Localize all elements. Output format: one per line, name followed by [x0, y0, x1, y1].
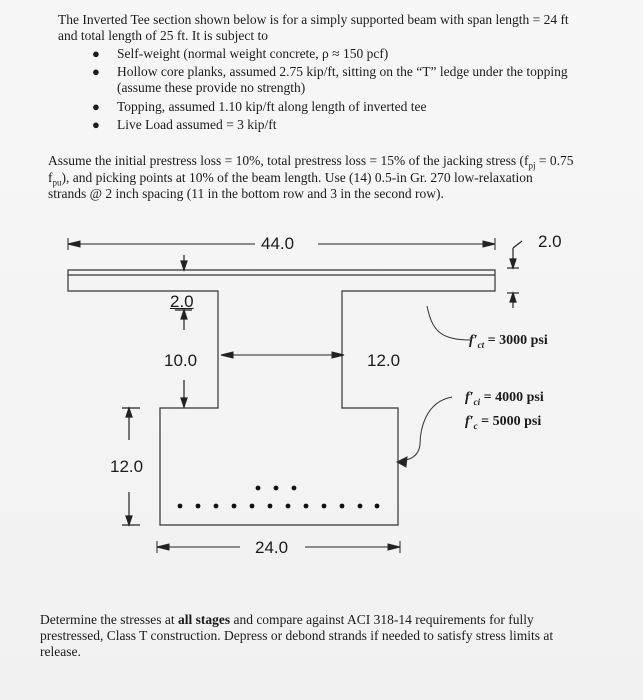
assume-line-1: Assume the initial prestress loss = 10%, total prestress loss = 15% of the jacking stress ($f_{pj} = 0.75$ [48, 153, 574, 171]
assume-line-2: $f_{pu}$), and picking points at 10% of the beam length. Use (14) 0.5-in Gr. 270 low-relaxation [48, 170, 533, 188]
intro-line-1: The Inverted Tee section shown below is for a simply supported beam with span length = 24 ft [58, 12, 569, 27]
dim-stem-width: 12.0 [367, 351, 401, 370]
dim-bottom-height: 12.0 [110, 457, 144, 476]
determine-line-1: Determine the stresses at all stages and compare against ACI 318-14 requirements for fully [40, 612, 534, 627]
bullet-4-text: Live Load assumed = 3 kip/ft [117, 117, 277, 132]
determine-line-3: release. [40, 644, 81, 659]
topping-strength-note: $f'_{ct} = 3000$ psi [469, 333, 548, 350]
dim-top-width: 44.0 [261, 234, 295, 253]
concrete-strength-note: $f'_c = 5000$ psi [465, 414, 542, 431]
bullet-dot-icon: ● [92, 99, 100, 114]
dim-stem-height: 10.0 [164, 351, 198, 370]
bullet-dot-icon: ● [92, 117, 100, 132]
dim-ledge: 2.0 [170, 292, 194, 311]
bullet-2-text-cont: (assume these provide no strength) [117, 80, 306, 95]
bullet-1-text: Self-weight (normal weight concrete, ρ ≈ 150 pcf) [117, 46, 389, 61]
release-strength-note: $f'_{ci} = 4000$ psi [465, 390, 544, 407]
intro-line-2: and total length of 25 ft. It is subject to [58, 28, 268, 43]
determine-line-2: prestressed, Class T construction. Depress or debond strands if needed to satisfy stress limits at [40, 628, 554, 643]
assume-line-3: strands @ 2 inch spacing (11 in the bottom row and 3 in the second row). [48, 186, 444, 201]
bullet-3-text: Topping, assumed 1.10 kip/ft along length of inverted tee [117, 99, 427, 114]
dim-bottom-width: 24.0 [255, 538, 289, 557]
bullet-dot-icon: ● [92, 64, 100, 79]
beam-leader [397, 397, 452, 462]
bullet-dot-icon: ● [92, 46, 100, 61]
strands [178, 486, 380, 509]
dim-top-thickness: 2.0 [538, 232, 562, 251]
section-outline [68, 270, 495, 525]
bullet-2-text: Hollow core planks, assumed 2.75 kip/ft, sitting on the “T” ledge under the topping [117, 64, 568, 79]
topping-leader [427, 306, 470, 340]
